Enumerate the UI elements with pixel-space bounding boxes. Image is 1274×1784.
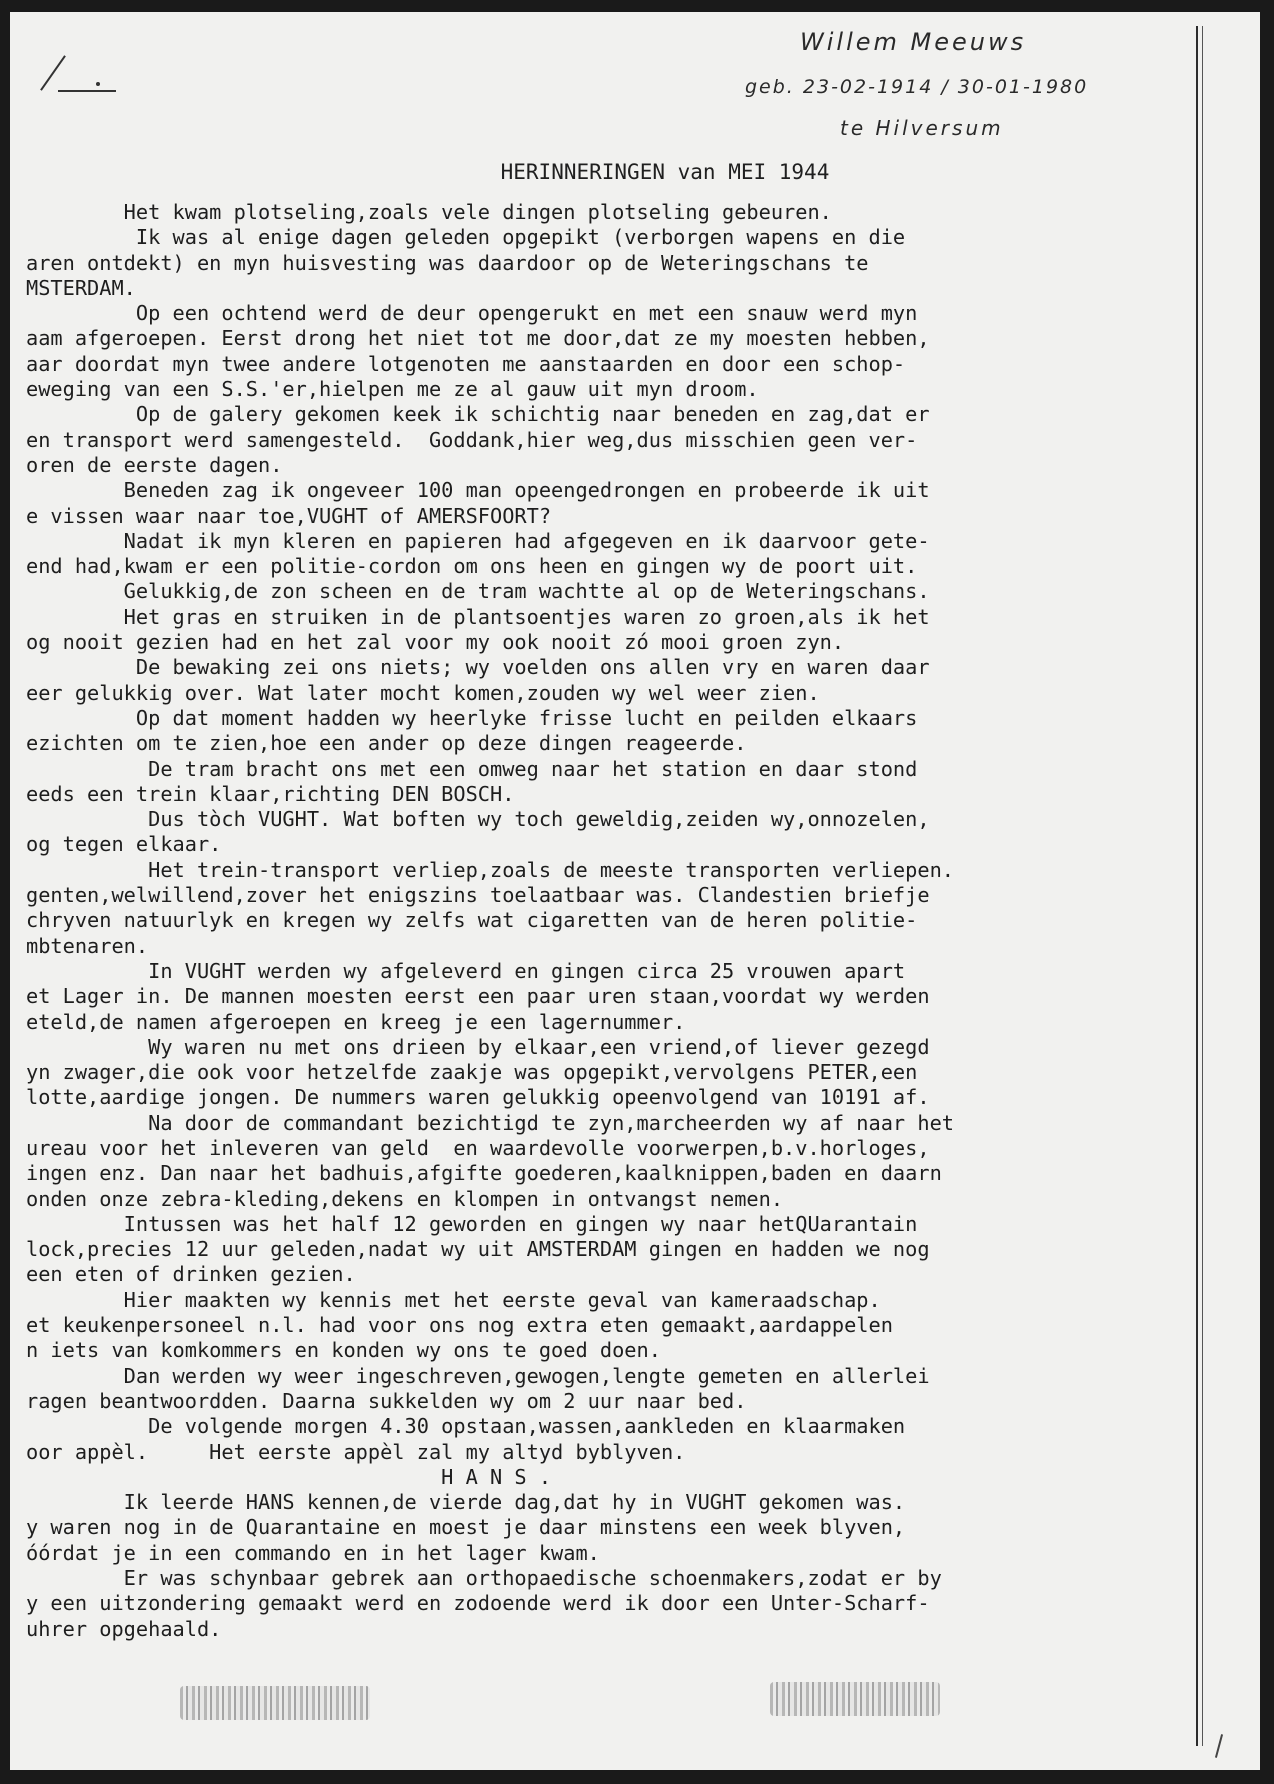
- text-line: Op een ochtend werd de deur opengerukt en met een snauw werd myn: [26, 301, 918, 326]
- text-line: Hier maakten wy kennis met het eerste geval van kameraadschap.: [26, 1287, 881, 1312]
- text-line: H A N S .: [26, 1464, 552, 1489]
- handwritten-name: Willem Meeuws: [800, 28, 1027, 56]
- text-line: De tram bracht ons met een omweg naar het station en daar stond: [26, 756, 918, 781]
- text-line: Er was schynbaar gebrek aan orthopaedische schoenmakers,zodat er by: [26, 1566, 942, 1591]
- text-line: Het kwam plotseling,zoals vele dingen plotseling gebeuren.: [26, 200, 832, 224]
- handwritten-dates: geb. 23-02-1914 / 30-01-1980: [745, 76, 1089, 98]
- typewritten-body: [26, 200, 1256, 1642]
- text-line: Dus tòch VUGHT. Wat boften wy toch geweldig,zeiden wy,onnozelen,: [26, 807, 930, 832]
- document-title: HERINNERINGEN van MEI 1944: [500, 160, 830, 184]
- text-line: eteld,de namen afgeroepen en kreeg je een lagernummer.: [26, 1009, 686, 1034]
- text-line: aam afgeroepen. Eerst drong het niet tot me door,dat ze my moesten hebben,: [26, 326, 930, 351]
- text-line: Het gras en struiken in de plantsoentjes waren zo groen,als ik het: [26, 604, 930, 629]
- text-line: Het trein-transport verliep,zoals de meeste transporten verliepen.: [26, 857, 954, 882]
- text-line: et keukenpersoneel n.l. had voor ons nog extra eten gemaakt,aardappelen: [26, 1313, 893, 1338]
- text-line: een eten of drinken gezien.: [26, 1262, 356, 1287]
- text-line: chryven natuurlyk en kregen wy zelfs wat cigaretten van de heren politie-: [26, 908, 918, 933]
- text-line: MSTERDAM.: [26, 275, 136, 300]
- text-line: genten,welwillend,zover het enigszins toelaatbaar was. Clandestien briefje: [26, 883, 930, 908]
- text-line: De volgende morgen 4.30 opstaan,wassen,aankleden en klaarmaken: [26, 1414, 906, 1439]
- text-line: ingen enz. Dan naar het badhuis,afgifte goederen,kaalknippen,baden en daarn: [26, 1161, 942, 1186]
- text-line: en transport werd samengesteld. Goddank,hier weg,dus misschien geen ver-: [26, 427, 918, 452]
- text-line: onden onze zebra-kleding,dekens en klompen in ontvangst nemen.: [26, 1186, 784, 1211]
- corner-tick-mark: [1215, 1734, 1223, 1758]
- text-line: og tegen elkaar.: [26, 832, 222, 857]
- text-line: Gelukkig,de zon scheen en de tram wachtte al op de Weteringschans.: [26, 579, 930, 604]
- text-line: n iets van komkommers en konden wy ons te goed doen.: [26, 1338, 661, 1363]
- ink-smudge-left: [180, 1686, 370, 1720]
- text-line: Dan werden wy weer ingeschreven,gewogen,lengte gemeten en allerlei: [26, 1363, 930, 1388]
- text-line: ureau voor het inleveren van geld en waardevolle voorwerpen,b.v.horloges,: [26, 1135, 930, 1160]
- text-line: et Lager in. De mannen moesten eerst een paar uren staan,voordat wy werden: [26, 984, 930, 1009]
- text-line: Nadat ik myn kleren en papieren had afgegeven en ik daarvoor gete-: [26, 528, 930, 553]
- text-line: y waren nog in de Quarantaine en moest je daar minstens een week blyven,: [26, 1515, 906, 1540]
- text-line: Intussen was het half 12 geworden en gingen wy naar hetQUarantain: [26, 1211, 918, 1236]
- text-line: end had,kwam er een politie-cordon om ons heen en gingen wy de poort uit.: [26, 554, 918, 579]
- text-line: Op de galery gekomen keek ik schichtig naar beneden en zag,dat er: [26, 402, 930, 427]
- text-line: Ik leerde HANS kennen,de vierde dag,dat hy in VUGHT gekomen was.: [26, 1490, 906, 1515]
- text-line: oren de eerste dagen.: [26, 452, 283, 477]
- text-line: y een uitzondering gemaakt werd en zodoende werd ik door een Unter-Scharf-: [26, 1591, 930, 1616]
- text-line: lotte,aardige jongen. De nummers waren gelukkig opeenvolgend van 10191 af.: [26, 1085, 930, 1110]
- text-line: Op dat moment hadden wy heerlyke frisse lucht en peilden elkaars: [26, 705, 918, 730]
- text-line: ezichten om te zien,hoe een ander op deze dingen reageerde.: [26, 731, 747, 756]
- text-line: yn zwager,die ook voor hetzelfde zaakje was opgepikt,vervolgens PETER,een: [26, 1060, 918, 1085]
- text-line: oor appèl. Het eerste appèl zal my altyd byblyven.: [26, 1439, 686, 1464]
- text-line: e vissen waar naar toe,VUGHT of AMERSFOORT?: [26, 503, 552, 528]
- text-line: Beneden zag ik ongeveer 100 man opeengedrongen en probeerde ik uit: [26, 478, 930, 503]
- text-line: lock,precies 12 uur geleden,nadat wy uit AMSTERDAM gingen en hadden we nog: [26, 1237, 930, 1262]
- text-line: og nooit gezien had en het zal voor my ook nooit zó mooi groen zyn.: [26, 630, 845, 655]
- text-line: óórdat je in een commando en in het lager kwam.: [26, 1540, 600, 1565]
- text-line: uhrer opgehaald.: [26, 1616, 222, 1641]
- text-line: Wy waren nu met ons drieen by elkaar,een vriend,of liever gezegd: [26, 1034, 930, 1059]
- text-line: eeds een trein klaar,richting DEN BOSCH.: [26, 781, 515, 806]
- text-line: aren ontdekt) en myn huisvesting was daardoor op de Weteringschans te: [26, 250, 869, 275]
- ink-smudge-right: [770, 1682, 940, 1716]
- text-line: Ik was al enige dagen geleden opgepikt (verborgen wapens en die: [26, 225, 906, 250]
- document-page: [10, 12, 1260, 1770]
- text-line: aar doordat myn twee andere lotgenoten me aanstaarden en door een schop-: [26, 351, 906, 376]
- text-line: eweging van een S.S.'er,hielpen me ze al gauw uit myn droom.: [26, 377, 759, 402]
- text-line: De bewaking zei ons niets; wy voelden ons allen vry en waren daar: [26, 655, 930, 680]
- handwritten-place: te Hilversum: [840, 116, 1004, 140]
- text-line: eer gelukkig over. Wat later mocht komen,zouden wy wel weer zien.: [26, 680, 820, 705]
- text-line: ragen beantwoordden. Daarna sukkelden wy om 2 uur naar bed.: [26, 1388, 747, 1413]
- text-line: Na door de commandant bezichtigd te zyn,marcheerden wy af naar het: [26, 1110, 954, 1135]
- text-line: In VUGHT werden wy afgeleverd en gingen circa 25 vrouwen apart: [26, 958, 906, 983]
- text-line: mbtenaren.: [26, 933, 149, 958]
